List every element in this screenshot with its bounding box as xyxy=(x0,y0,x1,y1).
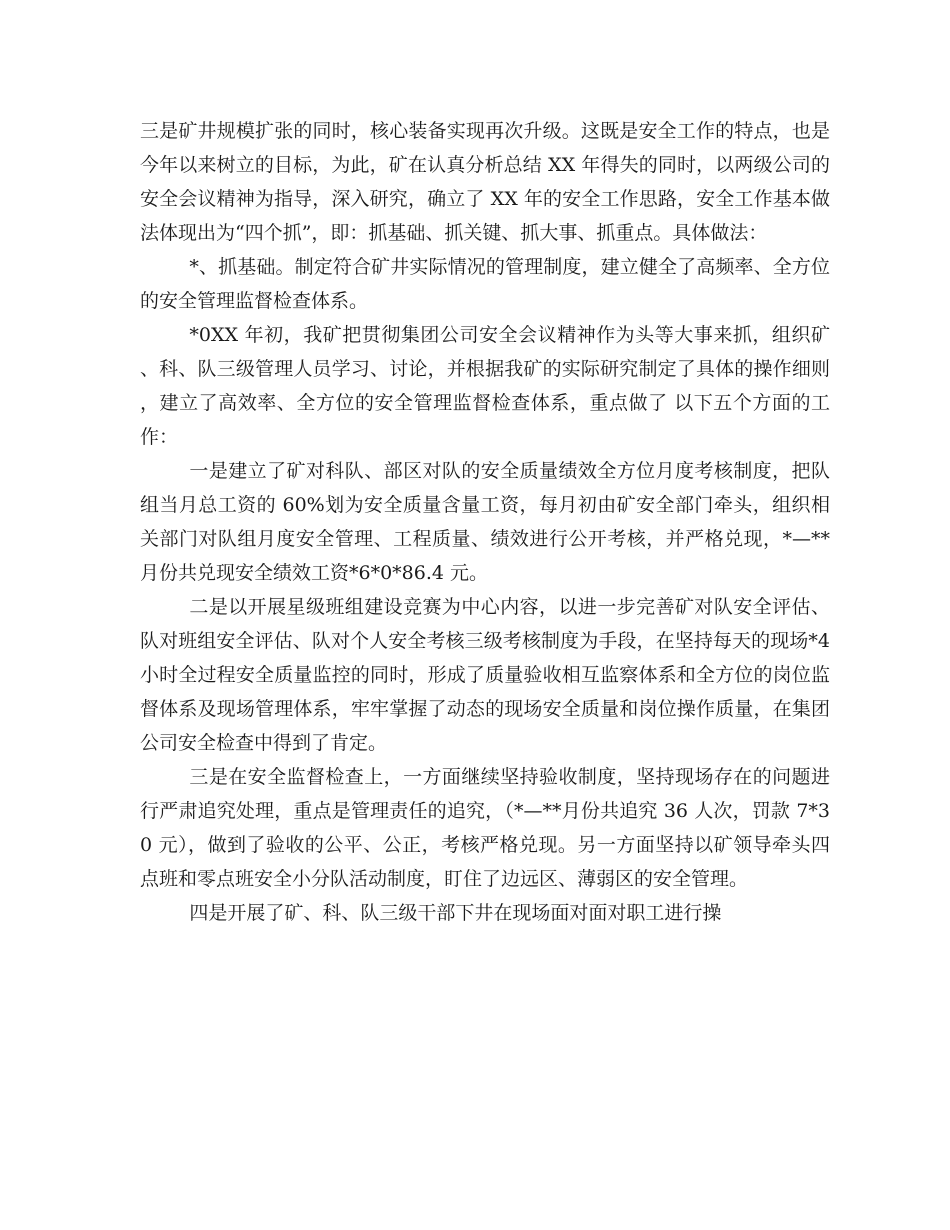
paragraph-point-four: 四是开展了矿、科、队三级干部下井在现场面对面对职工进行操 xyxy=(189,902,722,924)
document-body xyxy=(140,114,830,930)
paragraph-point-three: 三是在安全监督检查上，一方面继续坚持验收制度，坚持现场存在的问题进行严肃追究处理，重点是管理责任的追究，（*—**月份共追究 36 人次，罚款 7*30 元），做到了验收的公平、公正，考核严格兑现。另一方面坚持以矿领导牵头四点班和零点班安全小分队活动制度，盯住了边远区、薄弱区的安全管理。 xyxy=(140,766,830,890)
paragraph-point-one: 一是建立了矿对科队、部区对队的安全质量绩效全方位月度考核制度，把队组当月总工资的 60%划为安全质量含量工资，每月初由矿安全部门牵头，组织相关部门对队组月度安全管理、工程质量、绩效进行公开考核，并严格兑现，*—**月份共兑现安全绩效工资*6*0*86.4 元。 xyxy=(140,460,830,584)
paragraph-year-start: *0XX 年初，我矿把贯彻集团公司安全会议精神作为头等大事来抓，组织矿、科、队三级管理人员学习、讨论，并根据我矿的实际研究制定了具体的操作细则，建立了高效率、全方位的安全管理监督检查体系，重点做了 以下五个方面的工作： xyxy=(140,324,830,448)
paragraph-intro: 三是矿井规模扩张的同时，核心装备实现再次升级。这既是安全工作的特点，也是今年以来树立的目标，为此，矿在认真分析总结 XX 年得失的同时，以两级公司的安全会议精神为指导，深入研究，确立了 XX 年的安全工作思路，安全工作基本做法体现出为“四个抓”，即：抓基础、抓关键、抓大事、抓重点。具体做法： xyxy=(140,120,830,244)
paragraph-grasp-basics: *、抓基础。制定符合矿井实际情况的管理制度，建立健全了高频率、全方位的安全管理监督检查体系。 xyxy=(140,256,830,312)
paragraph-point-two: 二是以开展星级班组建设竞赛为中心内容，以进一步完善矿对队安全评估、队对班组安全评估、队对个人安全考核三级考核制度为手段，在坚持每天的现场*4 小时全过程安全质量监控的同时，形成了质量验收相互监察体系和全方位的岗位监督体系及现场管理体系，牢牢掌握了动态的现场安全质量和岗位操作质量，在集团公司安全检查中得到了肯定。 xyxy=(140,596,830,754)
